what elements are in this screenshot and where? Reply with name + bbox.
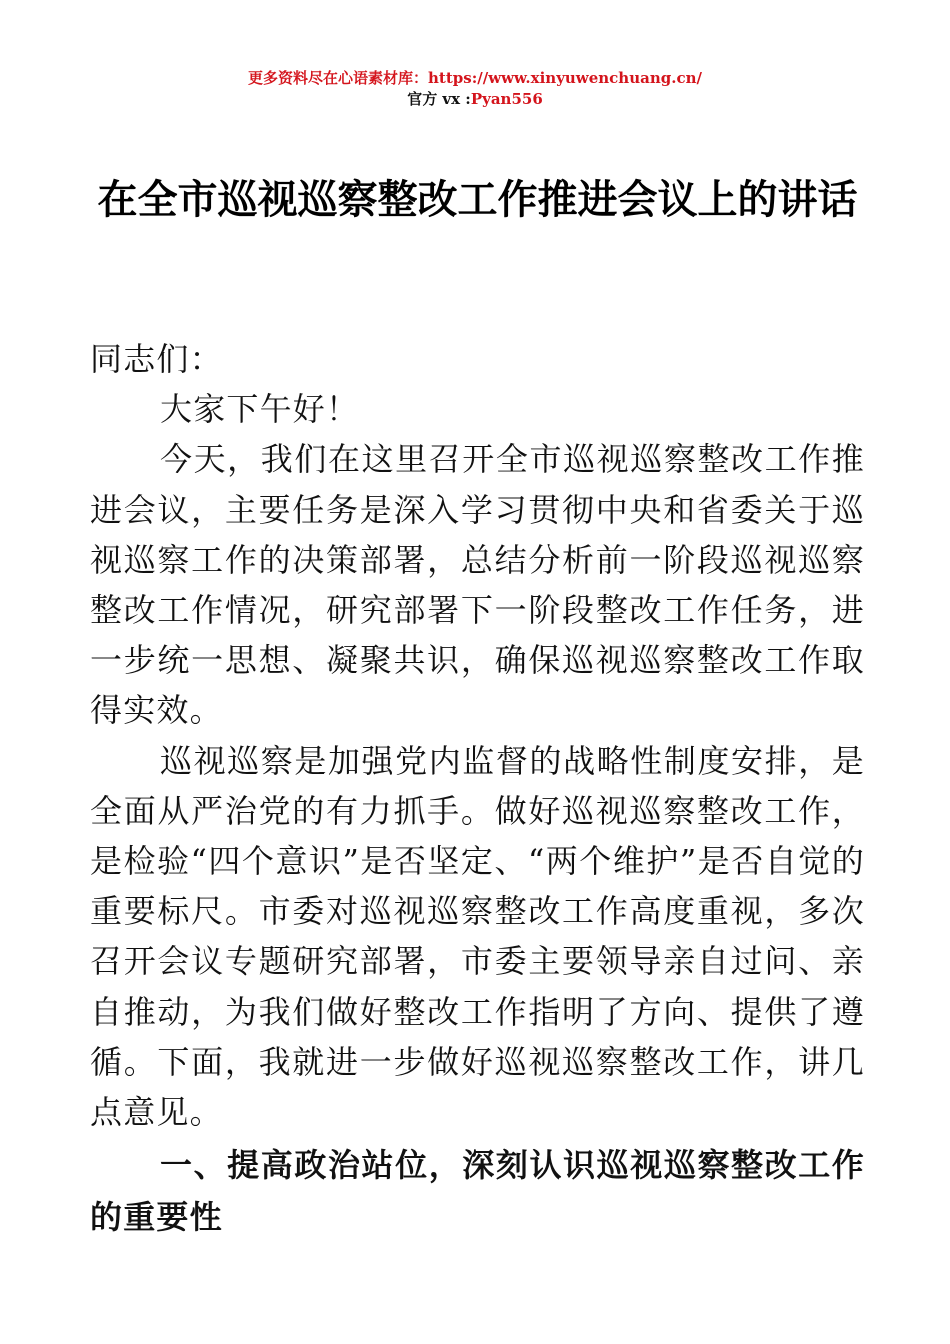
- promo-header-contact: [0, 89, 950, 109]
- section-heading: 一、提高政治站位，深刻认识巡视巡察整改工作的重要性: [90, 1146, 865, 1237]
- salutation: 同志们：: [90, 340, 223, 378]
- document-body: [90, 334, 865, 1243]
- body-paragraph: 巡视巡察是加强党内监督的战略性制度安排，是全面从严治党的有力抓手。做好巡视巡察整改工作，是检验“四个意识”是否坚定、“两个维护”是否自觉的重要标尺。市委对巡视巡察整改工作高度重视，多次召开会议专题研究部署，市委主要领导亲自过问、亲自推动，为我们做好整改工作指明了方向、提供了遵循。下面，我就进一步做好巡视巡察整改工作，讲几点意见。: [90, 741, 865, 1132]
- document-title: 在全市巡视巡察整改工作推进会议上的讲话: [97, 176, 858, 223]
- contact-id: Pyan556: [470, 90, 543, 108]
- promo-header-link[interactable]: 更多资料尽在心语素材库：https://www.xinyuwenchuang.cn/: [248, 69, 702, 87]
- contact-prefix: 官方 vx :: [407, 90, 471, 108]
- body-paragraph: 今天，我们在这里召开全市巡视巡察整改工作推进会议，主要任务是深入学习贯彻中央和省委关于巡视巡察工作的决策部署，总结分析前一阶段巡视巡察整改工作情况，研究部署下一阶段整改工作任务，进一步统一思想、凝聚共识，确保巡视巡察整改工作取得实效。: [90, 440, 865, 730]
- greeting: 大家下午好！: [160, 390, 360, 429]
